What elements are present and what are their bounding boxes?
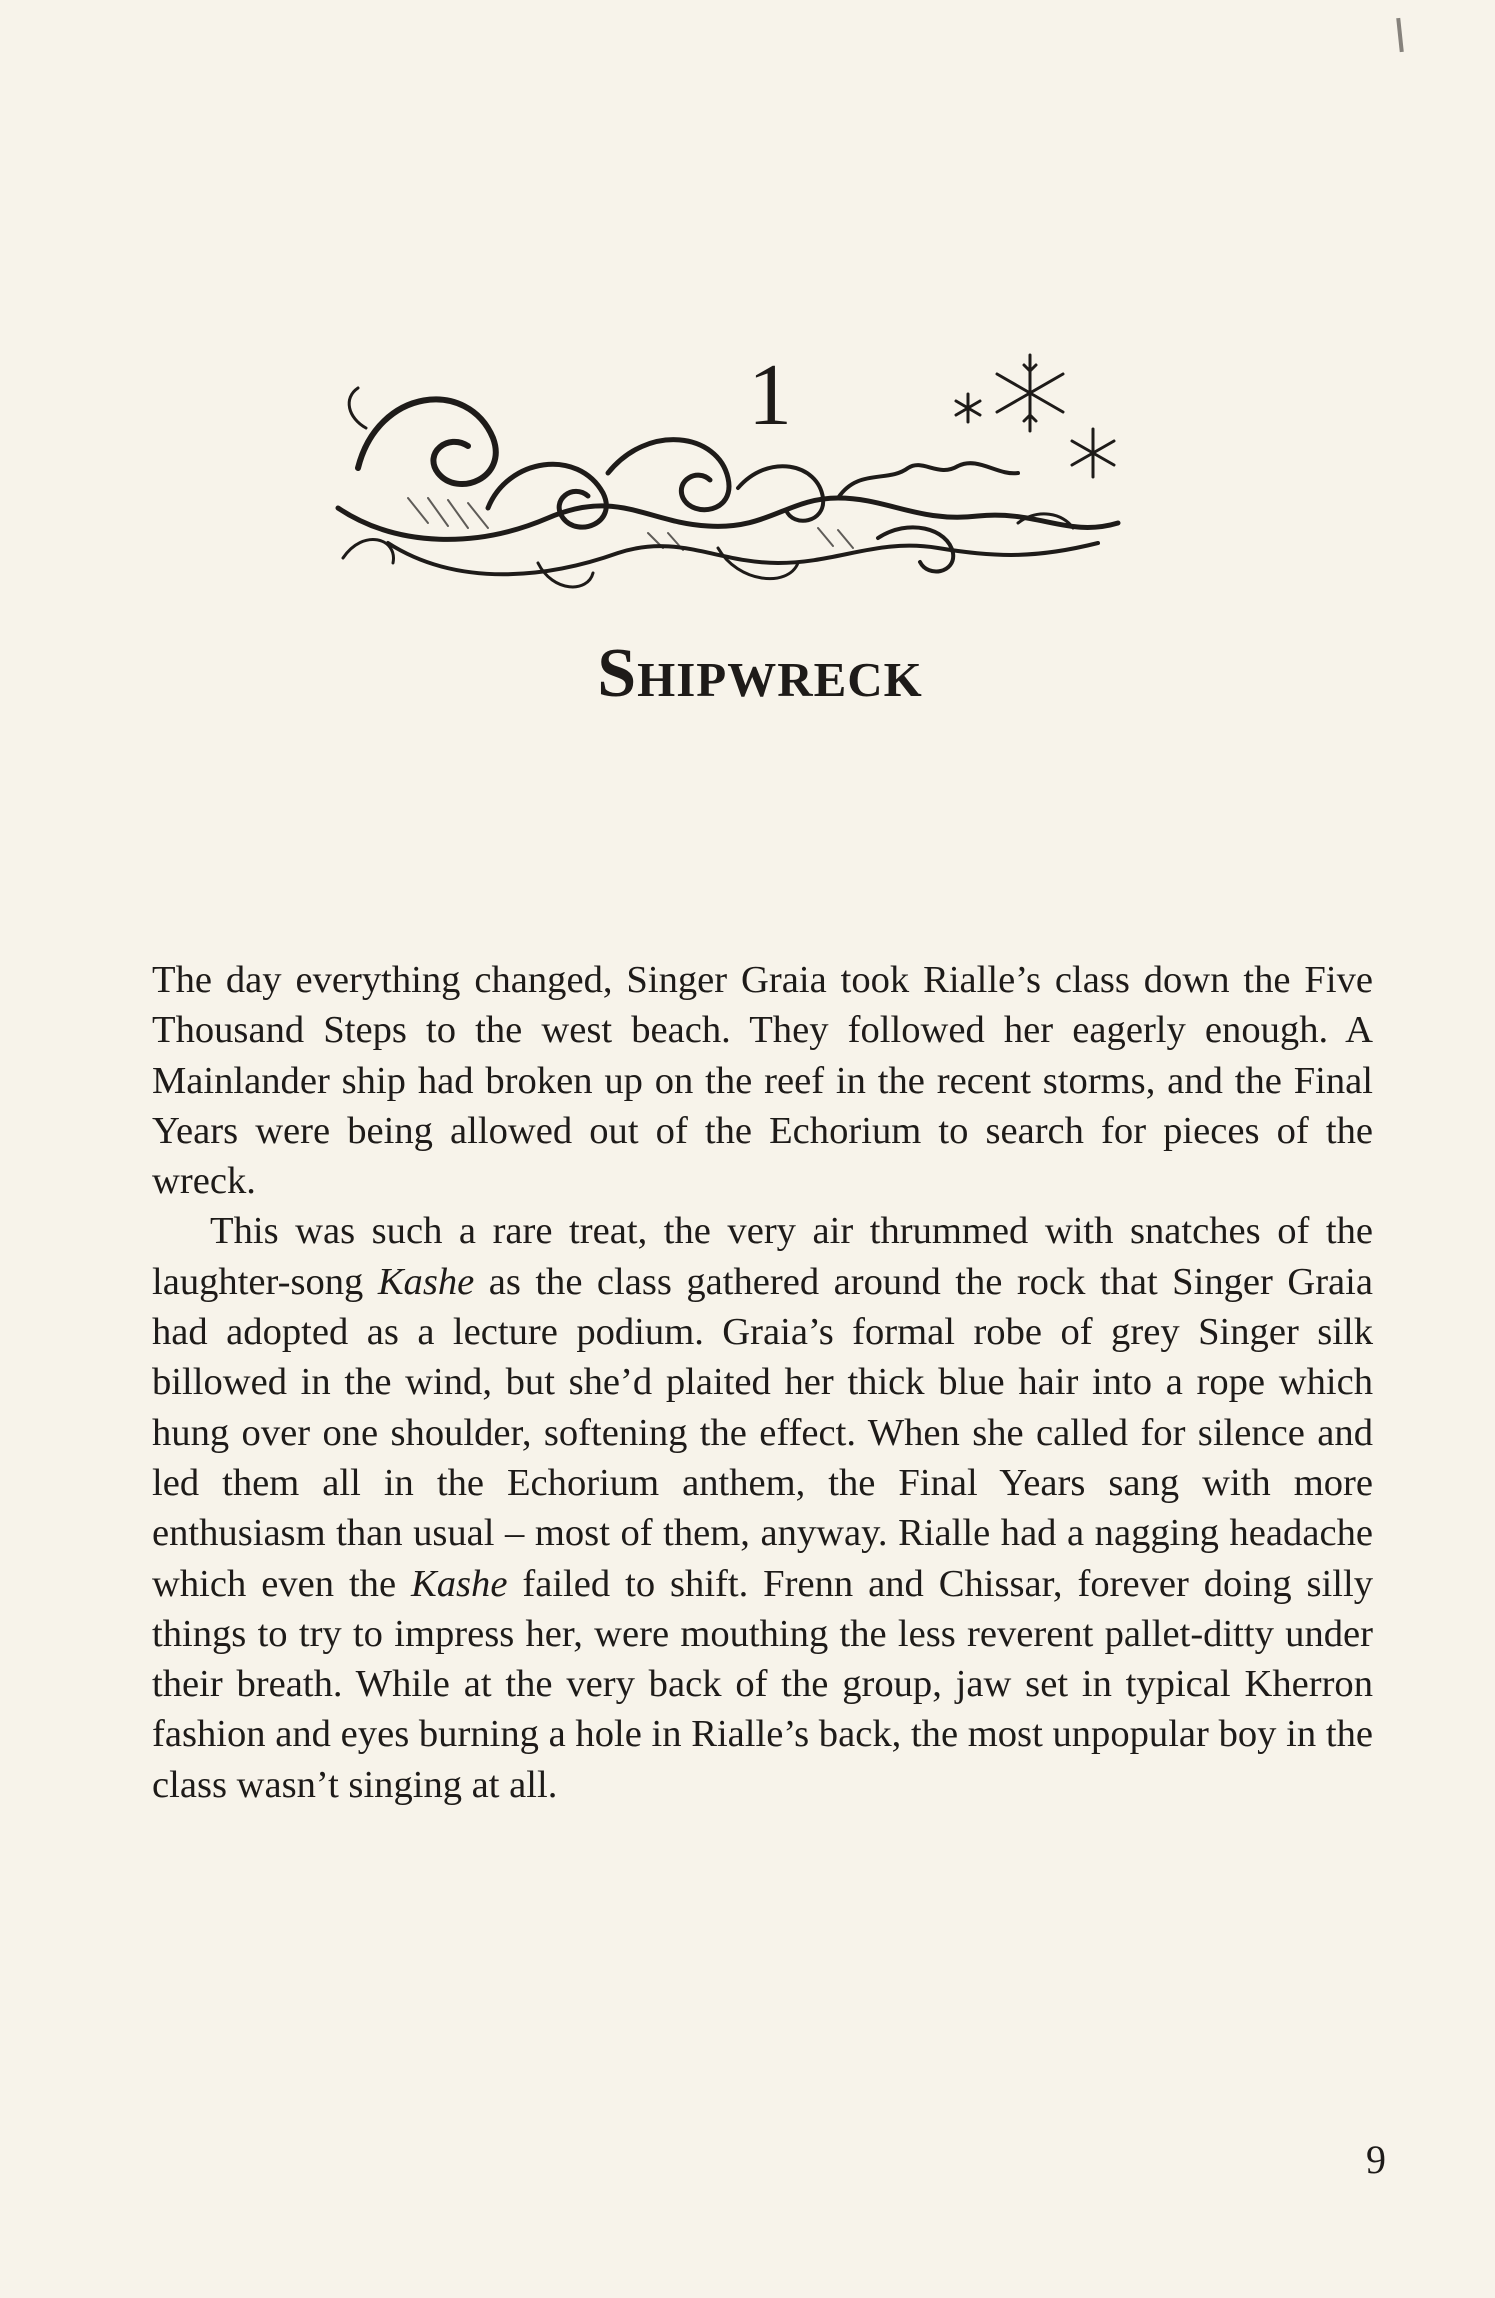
page-number: 9 bbox=[1366, 2137, 1386, 2182]
snowflake-icon bbox=[997, 355, 1063, 431]
paragraph bbox=[152, 1206, 1373, 1810]
text-run: This was such a rare treat, the very air thrummed with snatches of the laughter-song bbox=[152, 1210, 1373, 1303]
text-run: The day everything changed, Singer Graia took Rialle’s class down the Five Thousand Steps to the west beach. They followed her eagerly enough. A Mainlander ship had broken up on the reef in the recent storms, and the Final Years were being allowed out of the Echorium to search for pieces of the wreck. bbox=[152, 959, 1373, 1203]
chapter-text bbox=[152, 955, 1373, 1810]
snowflake-icon bbox=[956, 394, 980, 422]
paragraph bbox=[152, 955, 1373, 1206]
scan-corner-mark bbox=[1396, 18, 1404, 52]
wave-ornament-icon bbox=[318, 348, 1146, 618]
chapter-ornament bbox=[318, 348, 1146, 618]
italic-text: Kashe bbox=[377, 1260, 475, 1303]
chapter-title: Shipwreck bbox=[597, 634, 923, 712]
italic-text: Kashe bbox=[411, 1562, 508, 1605]
chapter-number: 1 bbox=[748, 347, 792, 444]
snowflake-icon bbox=[1072, 429, 1114, 477]
text-run: as the class gathered around the rock that Singer Graia had adopted as a lecture podium. Graia’s formal robe of grey Singer silk billowed in the wind, but she’d plaited her thick blue hair into a rope which hung over one shoulder, softening the effect. When she called for silence and led them all in the Echorium anthem, the Final Years sang with more enthusiasm than usual – most of them, anyway. Rialle had a nagging headache which even the bbox=[152, 1260, 1374, 1605]
text-run: failed to shift. Frenn and Chissar, forever doing silly things to try to impress her, were mouthing the less reverent pallet-ditty under their breath. While at the very back of the group, jaw set in typical Kherron fashion and eyes burning a hole in Rialle’s back, the most unpopular boy in the class wasn’t singing at all. bbox=[152, 1562, 1374, 1806]
